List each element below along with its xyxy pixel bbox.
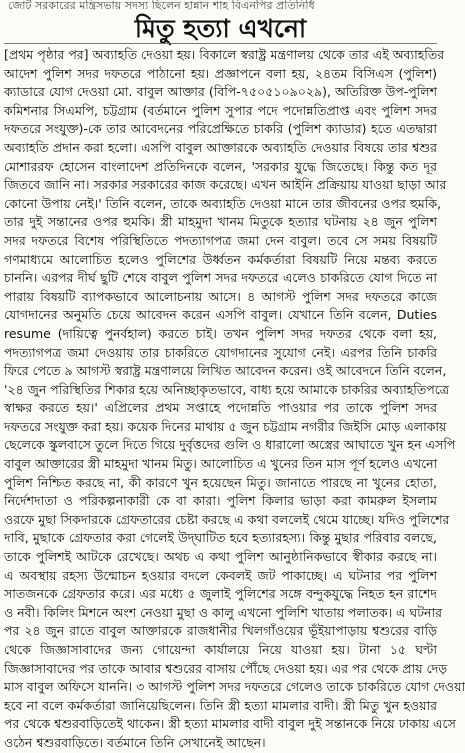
article-line: পর থেকে শ্বশুরবাড়িতেই থাকেন। স্ত্রী হত্যা মামলার বাদী বাবুল দুই সন্তানকে নিয়ে ঢাকায় এসে [4, 716, 456, 732]
article-line: resume (দায়িত্বে পুনর্বহাল) করতে চাই। তখন পুলিশ সদর দফতর থেকে বলা হয়, [4, 325, 437, 341]
article-line: ওঠেন শ্বশুরবাড়িতে। বর্তমানে তিনি সেখানেই আছেন। [4, 734, 266, 750]
article-line: পারায় বিষয়টি ব্যাপকভাবে আলোচনায় আসে। ৪ আগস্ট পুলিশ সদর দফতরে কাজে [4, 288, 437, 304]
article-line: ক্যাডারে যোগ দেওয়া মো. বাবুল আক্তার (বিপি-৭৫০৫১০৯০২৯), অতিরিক্ত উপ-পুলিশ [4, 84, 437, 100]
article-line: থেকে জিজ্ঞাসাবাদের জন্য গোয়েন্দা কার্যালয়ে নিয়ে যাওয়া হয়। টানা ১৫ ঘণ্টা [4, 642, 437, 657]
article-line: কমিশনার সিএমপি, চট্টগ্রাম (বর্তমানে পুলিশ সুপার পদে পদোন্নতিপ্রাপ্ত এবং পুলিশ সদর [4, 102, 437, 118]
article-line: চাননি। এরপর দীর্ঘ ছুটি শেষে বাবুল পুলিশ সদর দফতরে এলেও চাকরিতে যোগ দিতে না [4, 270, 437, 286]
article-line: '২৪ জুন পরিস্থিতির শিকার হয়ে অনিচ্ছাকৃতভাবে, বাধ্য হয়ে আমাকে চাকরির অব্যাহতিপত্রে [4, 381, 449, 397]
article-line: মাস বাবুল অফিসে যাননি। ৩ আগস্ট পুলিশ সদর দফতরে গেলেও তাকে চাকরিতে যোগ দেওয়া [4, 679, 465, 695]
headline-divider [4, 43, 437, 44]
article-line: কোনো উপায় নেই।' তিনি বলেন, তাকে অব্যাহতি দেওয়া মানে তার জীবনের ওপর হুমকি, [4, 195, 442, 211]
article-line: ও নবী। কিলিং মিশনে অংশ নেওয়া মুছা ও কালু এখনো পুলিশি খাতায় পলাতক। এ ঘটনার [4, 604, 443, 620]
article-line: দাবি, মুছাকে গ্রেফতার করা গেলেই উদ্‌ঘাটিত হবে হত্যারহস্য। কিন্তু মুছার পরিবার বলছে, [4, 530, 437, 546]
previous-article-fragment: জোট সরকারের মন্ত্রিসভায় সদস্য ছিলেন হান্নান শাহ বিএনপির প্রতিনিধি [8, 0, 315, 12]
article-line: দফতরে সংযুক্ত)-কে তার আবেদনের পরিপ্রেক্ষিতে চাকরি (পুলিশ ক্যাডার) হতে এতদ্বারা [4, 121, 437, 137]
article-line: পর ২৪ জুন রাতে বাবুল আক্তারকে রাজধানীর খিলগাঁওয়ের ভূঁইয়াপাড়ায় শ্বশুরের বাড়ি [4, 623, 437, 639]
article-line: ওরফে মুছা সিকদারকে গ্রেফতারের চেষ্টা করছে এ কথা বললেই থেমে যাচ্ছে। যদিও পুলিশের [4, 511, 450, 527]
article-line: ছেলেকে স্কুলবাসে তুলে দিতে গিয়ে দুর্বৃত্তদের গুলি ও ধারালো অস্ত্রের আঘাতে খুন হন এসপি [4, 437, 456, 453]
article-line: দফতরে সংযুক্ত করা হয়। কয়েক দিনের মাথায় ৫ জুন চট্টগ্রাম নগরীর জিইসি মোড় এলাকায় [4, 418, 447, 434]
article-line: জিজ্ঞাসাবাদের পর তাকে আবার শ্বশুরের বাসায় পৌঁছে দেওয়া হয়। এর পর থেকে প্রায় দেড় [4, 660, 448, 676]
article-line: তাকে পুলিশই আটকে রেখেছে। অথচ এ কথা পুলিশ আনুষ্ঠানিকভাবে স্বীকার করছে না। [4, 549, 437, 565]
article-line: যোগদানের অনুমতি চেয়ে আবেদন করেন এসপি বাবুল। যেখানে তিনি বলেন, Duties [4, 307, 437, 323]
article-body [4, 46, 465, 750]
article-headline: মিতু হত্যা এখনো [134, 14, 307, 43]
article-line: সাতজনকে গ্রেফতার করে। এর মধ্যে ৫ জুলাই পুলিশের সঙ্গে বন্দুকযুদ্ধে নিহত হন রাশেদ [4, 586, 437, 602]
article-line: [প্রথম পৃষ্ঠার পর] অব্যাহতি দেওয়া হয়। বিকালে স্বরাষ্ট্র মন্ত্রণালয় থেকে তার এই অব্যাহতির [4, 47, 445, 62]
article-line: সদর দফতরে বিশেষ পরিস্থিতিতে পদত্যাগপত্র জমা দেন বাবুল। তবে সে সময় বিষয়টি [4, 232, 437, 248]
article-line: অব্যাহতি প্রদান করা হলো। এসপি বাবুল আক্তারকে অব্যাহতি দেওয়ার বিষয়ে তার শ্বশুর [4, 139, 437, 155]
article-line: তার দুই সন্তানের ওপর হুমকি। স্ত্রী মাহমুদা খানম মিতুকে হত্যার ঘটনায় ২৪ জুন পুলিশ [4, 214, 437, 230]
article-line: হবে না বলে কর্মকর্তারা জানিয়েছিলেন। তিনি স্ত্রী হত্যা মামলার বাদী। স্ত্রী মিতু খুন হওয়ার [4, 697, 437, 713]
article-line: এ অবস্থায় রহস্য উন্মোচন হওয়ার বদলে কেবলই জট পাকাচ্ছে। এ ঘটনার পর পুলিশ [4, 567, 437, 583]
article-line: জিতবে জানি না। সরকার সরকারের কাজ করেছে। এখন আইনি প্রক্রিয়ায় যাওয়া ছাড়া আর [4, 177, 447, 193]
article-line: স্বাক্ষর করতে হয়।' এপ্রিলের প্রথম সপ্তাহে পদোন্নতি পাওয়ার পর তাকে পুলিশ সদর [4, 400, 437, 416]
article-line: নির্দেশদাতা ও পরিকল্পনাকারী কে বা কারা। পুলিশ কিলার ভাড়া করা কামরুল ইসলাম [4, 493, 437, 509]
article-line: পদত্যাগপত্র জমা দেওয়ায় তার চাকরিতে যোগদানের সুযোগ নেই। এরপর তিনি চাকরি [4, 344, 437, 360]
article-line: আদেশ পুলিশ সদর দফতরে পাঠানো হয়। প্রজ্ঞাপনে বলা হয়, ২৪তম বিসিএস (পুলিশ) [4, 65, 437, 81]
article-line: মোশাররফ হোসেন বাংলাদেশ প্রতিদিনকে বলেন, 'সরকার যুদ্ধে জিতেছে। কিন্তু কত দূর [4, 158, 437, 174]
article-line: গণমাধ্যমে আলোচিত হলেও পুলিশের উর্ধ্বতন কর্মকর্তারা বিষয়টি নিয়ে মন্তব্য করতে [4, 251, 437, 267]
article-line: বাবুল আক্তারের স্ত্রী মাহমুদা খানম মিতু। আলোচিত এ খুনের তিন মাস পূর্ণ হলেও এখনো [4, 456, 438, 472]
article-line: ফিরে পেতে ৯ আগস্ট স্বরাষ্ট্র মন্ত্রণালয়ে লিখিত আবেদন করেন। ওই আবেদনে তিনি বলেন, [4, 363, 447, 379]
article-line: পুলিশ নিশ্চিত করছে না, কী কারণে খুন হয়েছেন মিতু। জানাতে পারছে না খুনের হোতা, [4, 474, 437, 490]
